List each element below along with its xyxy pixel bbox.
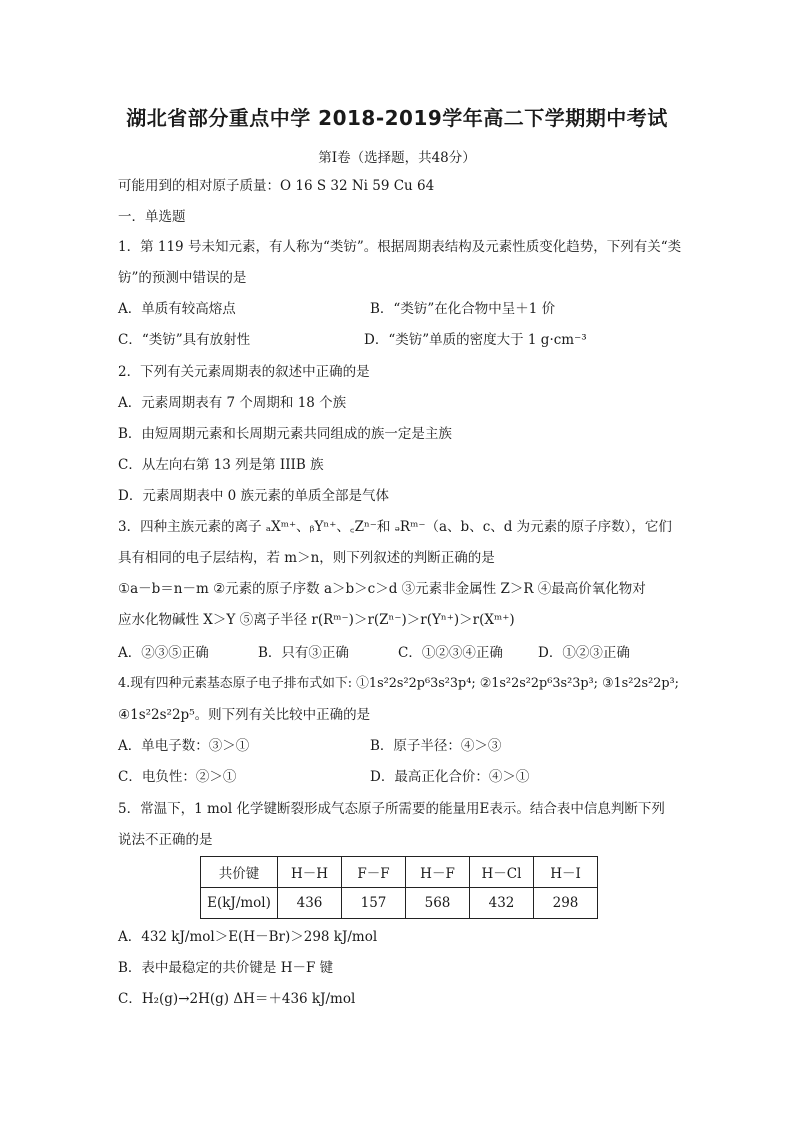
q2-stem: 2．下列有关元素周期表的叙述中正确的是 <box>118 364 370 380</box>
exam-title: 湖北省部分重点中学 2018-2019学年高二下学期期中考试 <box>126 106 668 130</box>
table-cell: 432 <box>470 888 534 919</box>
q2-option-c: C．从左向右第 13 列是第 IIIB 族 <box>118 457 324 473</box>
q1-option-d: D．“类钫”单质的密度大于 1 g·cm⁻³ <box>364 332 587 348</box>
q4-option-a: A．单电子数：③＞① <box>118 738 250 754</box>
q1-option-c: C．“类钫”具有放射性 <box>118 332 251 348</box>
q4-option-d: D．最高正化合价：④＞① <box>370 769 530 785</box>
table-header-row <box>201 857 598 888</box>
table-cell: 298 <box>534 888 598 919</box>
q2-option-d: D．元素周期表中 0 族元素的单质全部是气体 <box>118 488 389 504</box>
table-cell: 436 <box>278 888 342 919</box>
q1-option-a: A．单质有较高熔点 <box>118 301 236 317</box>
q5-stem-line1: 5．常温下，1 mol 化学键断裂形成气态原子所需要的能量用E表示。结合表中信息判断下列 <box>118 801 665 817</box>
q4-stem-line2: ④1s²2s²2p⁵。则下列有关比较中正确的是 <box>118 707 371 723</box>
table-row <box>201 888 598 919</box>
table-cell: 157 <box>342 888 406 919</box>
section-heading: 一．单选题 <box>118 209 186 225</box>
q2-option-a: A．元素周期表有 7 个周期和 18 个族 <box>118 395 347 411</box>
q4-option-b: B．原子半径：④＞③ <box>370 738 502 754</box>
table-header-cell: H－I <box>534 857 598 888</box>
table-cell: 568 <box>406 888 470 919</box>
q5-option-a: A．432 kJ/mol＞E(H－Br)＞298 kJ/mol <box>118 929 378 945</box>
q4-stem-line1: 4.现有四种元素基态原子电子排布式如下: ①1s²2s²2p⁶3s²3p⁴; ②1s²2s²2p⁶3s²3p³; ③1s²2s²2p³; <box>118 676 679 691</box>
q2-option-b: B．由短周期元素和长周期元素共同组成的族一定是主族 <box>118 426 452 442</box>
q1-stem-line1: 1．第 119 号未知元素，有人称为“类钫”。根据周期表结构及元素性质变化趋势，下列有关“类 <box>118 239 682 255</box>
section-subtitle: 第Ⅰ卷（选择题，共48分） <box>318 150 476 166</box>
bond-energy-table <box>200 856 598 919</box>
q3-option-a: A．②③⑤正确 <box>118 645 209 661</box>
q3-stem-line3: ①a－b＝n－m ②元素的原子序数 a＞b＞c＞d ③元素非金属性 Z＞R ④最高价氧化物对 <box>118 581 646 597</box>
table-header-cell: H－F <box>406 857 470 888</box>
table-header-cell: F－F <box>342 857 406 888</box>
q3-option-d: D．①②③正确 <box>538 645 630 661</box>
q3-stem-line2: 具有相同的电子层结构，若 m＞n，则下列叙述的判断正确的是 <box>118 550 495 566</box>
q3-stem-line4: 应水化物碱性 X＞Y ⑤离子半径 r(Rᵐ⁻)＞r(Zⁿ⁻)＞r(Yⁿ⁺)＞r(Xᵐ⁺) <box>118 612 515 628</box>
q3-option-b: B．只有③正确 <box>258 645 349 661</box>
table-cell: E(kJ/mol) <box>201 888 278 919</box>
q5-option-c: C．H₂(g)→2H(g) ΔH＝＋436 kJ/mol <box>118 991 356 1007</box>
table-header-cell: 共价键 <box>201 857 278 888</box>
q5-stem-line2: 说法不正确的是 <box>118 832 213 848</box>
q3-stem-line1: 3．四种主族元素的离子 ₐXᵐ⁺、ᵦYⁿ⁺、꜀Zⁿ⁻和 ₔRᵐ⁻（a、b、c、d 为元素的原子序数），它们 <box>118 519 672 535</box>
table-header-cell: H－Cl <box>470 857 534 888</box>
q1-stem-line2: 钫”的预测中错误的是 <box>118 270 247 286</box>
q3-option-c: C．①②③④正确 <box>398 645 503 661</box>
q5-option-b: B．表中最稳定的共价键是 H－F 键 <box>118 960 334 976</box>
table-header-cell: H－H <box>278 857 342 888</box>
q4-option-c: C．电负性：②＞① <box>118 769 237 785</box>
q1-option-b: B．“类钫”在化合物中呈＋1 价 <box>370 301 556 317</box>
atomic-mass-line: 可能用到的相对原子质量：O 16 S 32 Ni 59 Cu 64 <box>118 178 435 194</box>
